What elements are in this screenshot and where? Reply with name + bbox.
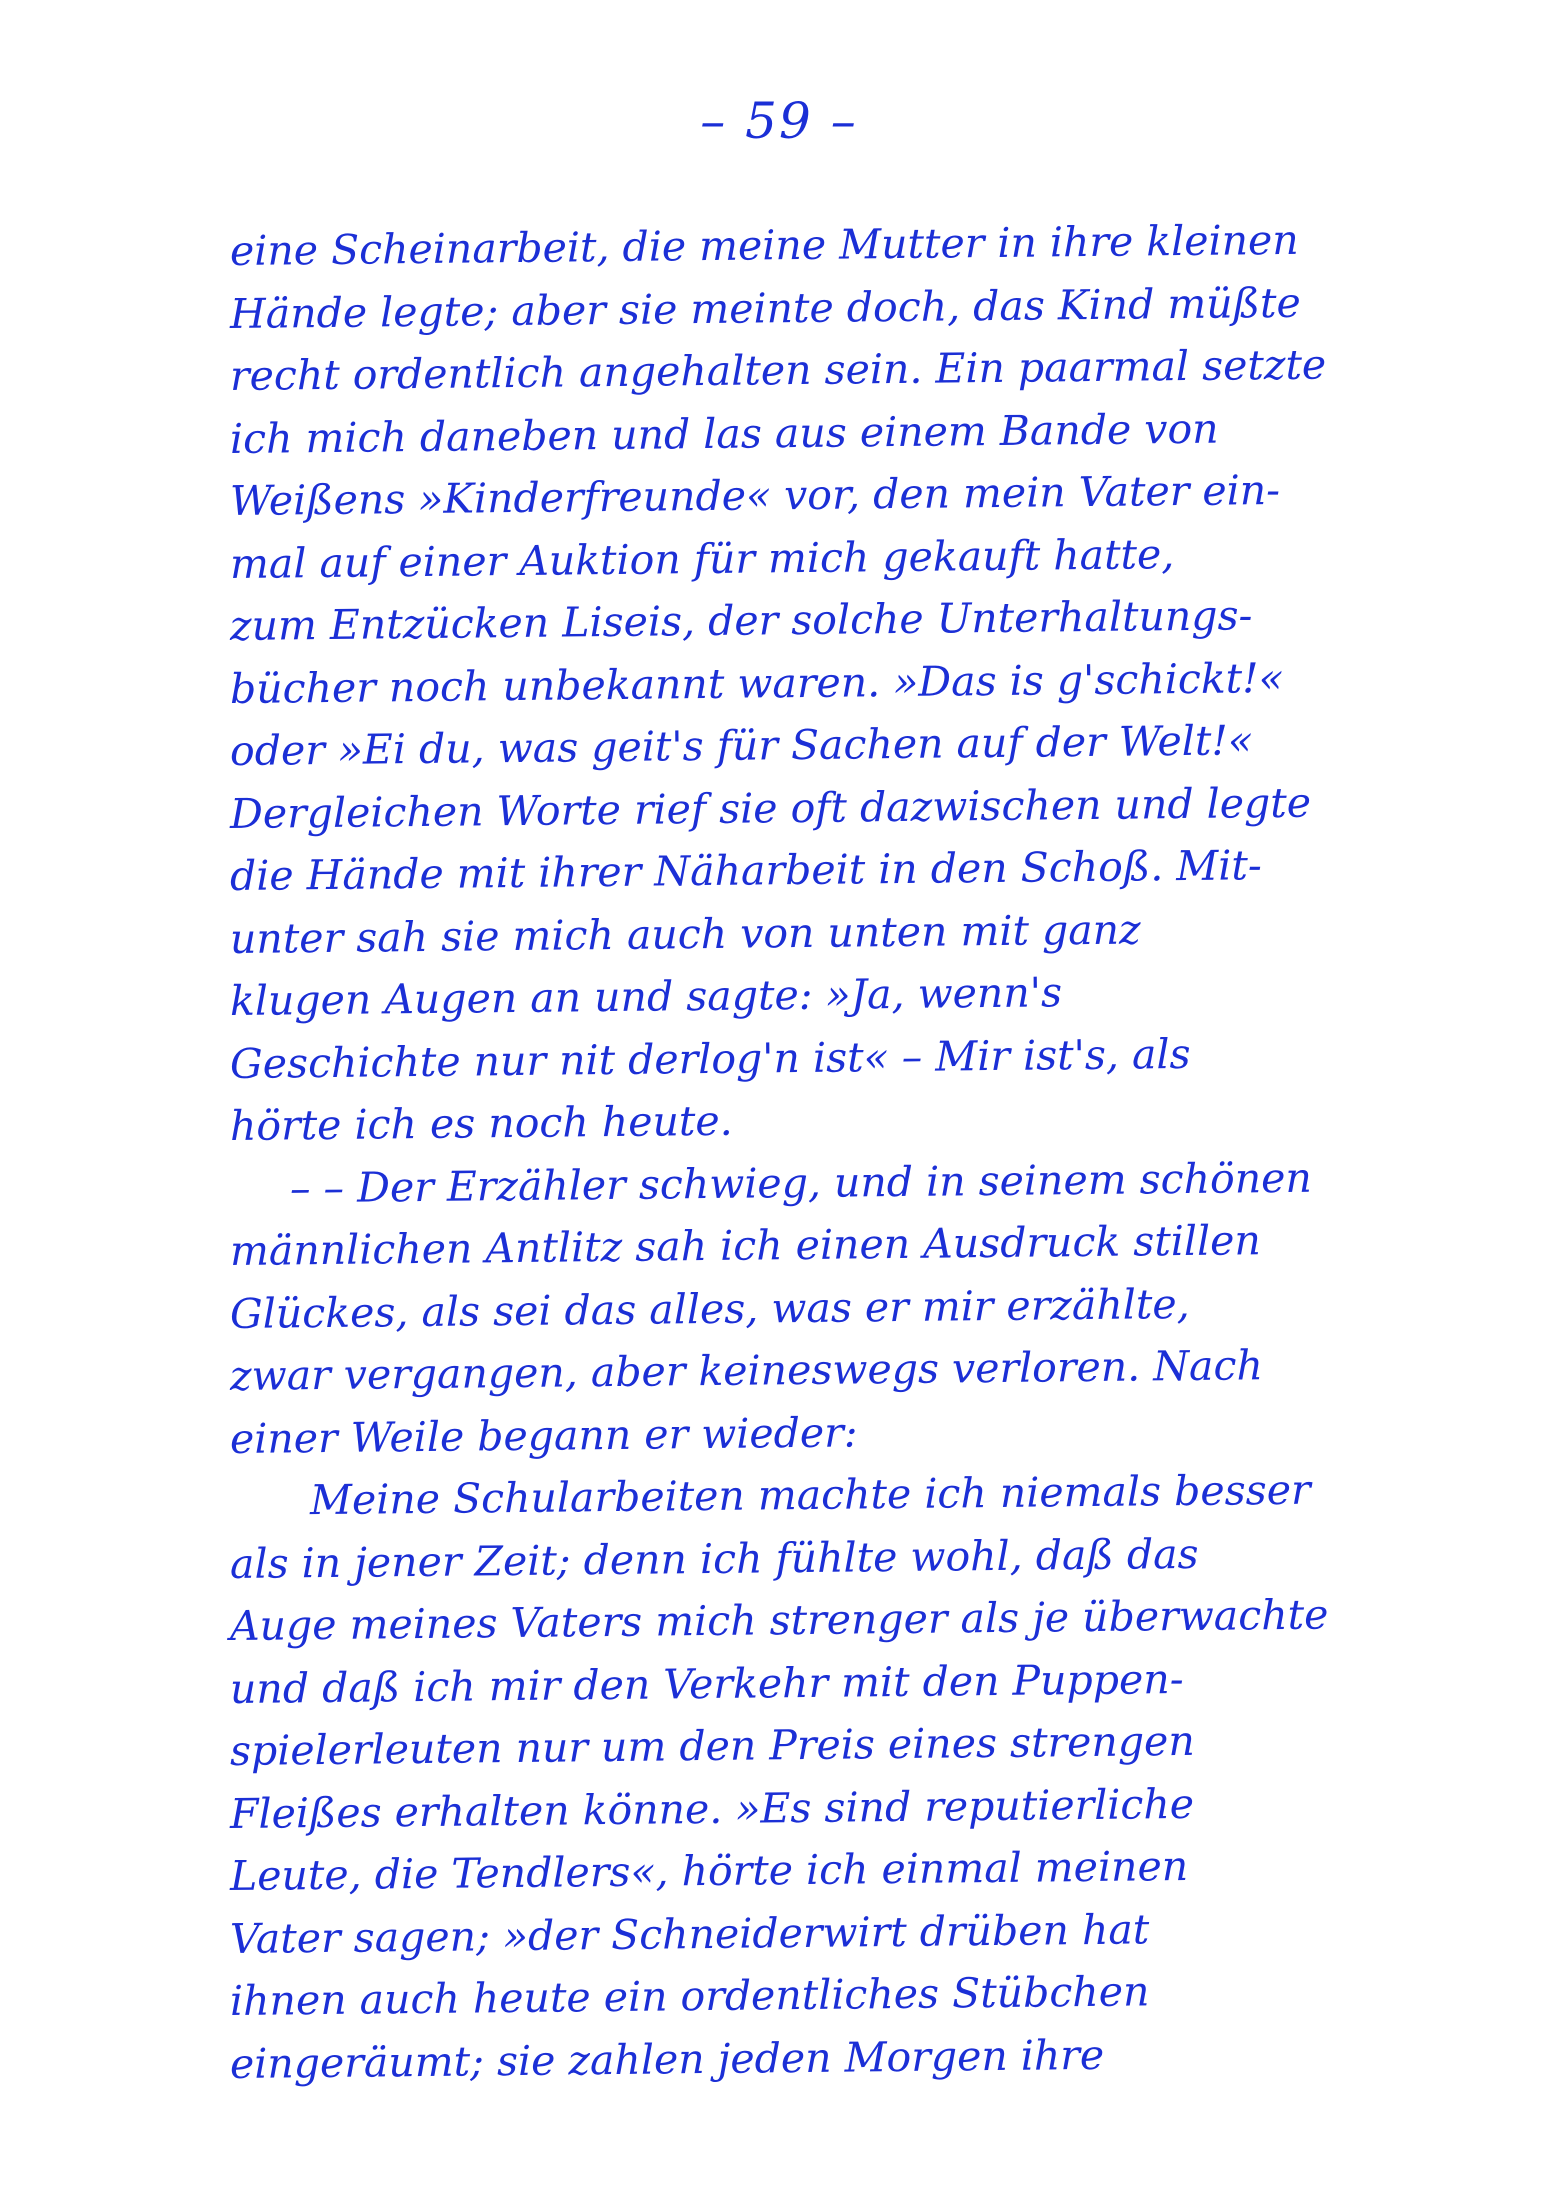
text-line: ich mich daneben und las aus einem Bande von (229, 404, 1219, 463)
text-line: eingeräumt; sie zahlen jeden Morgen ihre (229, 2030, 1105, 2088)
page-number: – 59 – (700, 92, 858, 150)
text-line: ihnen auch heute ein ordentliches Stübchen (229, 1967, 1150, 2025)
text-line: spielerleuten nur um den Preis eines strengen (229, 1716, 1195, 1775)
text-line: Leute, die Tendlers«, hörte ich einmal meinen (229, 1841, 1189, 1900)
text-line: Fleißes erhalten könne. »Es sind reputierliche (229, 1779, 1195, 1838)
text-line: die Hände mit ihrer Näharbeit in den Schoß. Mit- (229, 841, 1262, 900)
text-line: Meine Schularbeiten machte ich niemals besser (309, 1465, 1311, 1525)
text-line: recht ordentlich angehalten sein. Ein paarmal setzte (229, 340, 1327, 400)
text-line: zum Entzücken Liseis, der solche Unterhaltungs- (229, 591, 1253, 650)
text-line: einer Weile begann er wieder: (229, 1407, 858, 1463)
text-line: eine Scheinarbeit, die meine Mutter in ihre kleinen (229, 215, 1299, 275)
text-line: als in jener Zeit; denn ich fühlte wohl, daß das (229, 1529, 1199, 1588)
text-line: Weißens »Kinderfreunde« vor, den mein Vater ein- (229, 466, 1281, 525)
handwritten-text-block (229, 215, 1380, 2095)
text-line: mal auf einer Auktion für mich gekauft hatte, (229, 529, 1175, 588)
text-line: Glückes, als sei das alles, was er mir erzählte, (229, 1279, 1190, 1338)
text-line: Dergleichen Worte rief sie oft dazwischen und legte (229, 778, 1312, 838)
text-line: oder »Ei du, was geit's für Sachen auf der Welt!« (229, 716, 1254, 775)
text-line: Vater sagen; »der Schneiderwirt drüben hat (229, 1904, 1150, 1963)
text-line: – – Der Erzähler schwieg, und in seinem schönen (289, 1153, 1313, 1212)
text-line: Hände legte; aber sie meinte doch, das Kind müßte (229, 278, 1301, 338)
text-line: und daß ich mir den Verkehr mit den Puppen- (229, 1654, 1184, 1713)
text-line: zwar vergangen, aber keineswegs verloren. Nach (229, 1341, 1264, 1400)
text-line: Geschichte nur nit derlog'n ist« – Mir ist's, als (229, 1029, 1191, 1088)
text-line: unter sah sie mich auch von unten mit ganz (229, 904, 1141, 963)
text-line: männlichen Antlitz sah ich einen Ausdruck stillen (229, 1216, 1262, 1275)
text-line: hörte ich es noch heute. (229, 1096, 733, 1150)
text-line: klugen Augen an und sagte: »Ja, wenn's (229, 968, 1063, 1025)
text-line: Auge meines Vaters mich strenger als je überwachte (229, 1590, 1329, 1650)
text-line: bücher noch unbekannt waren. »Das is g'schickt!« (229, 653, 1284, 713)
